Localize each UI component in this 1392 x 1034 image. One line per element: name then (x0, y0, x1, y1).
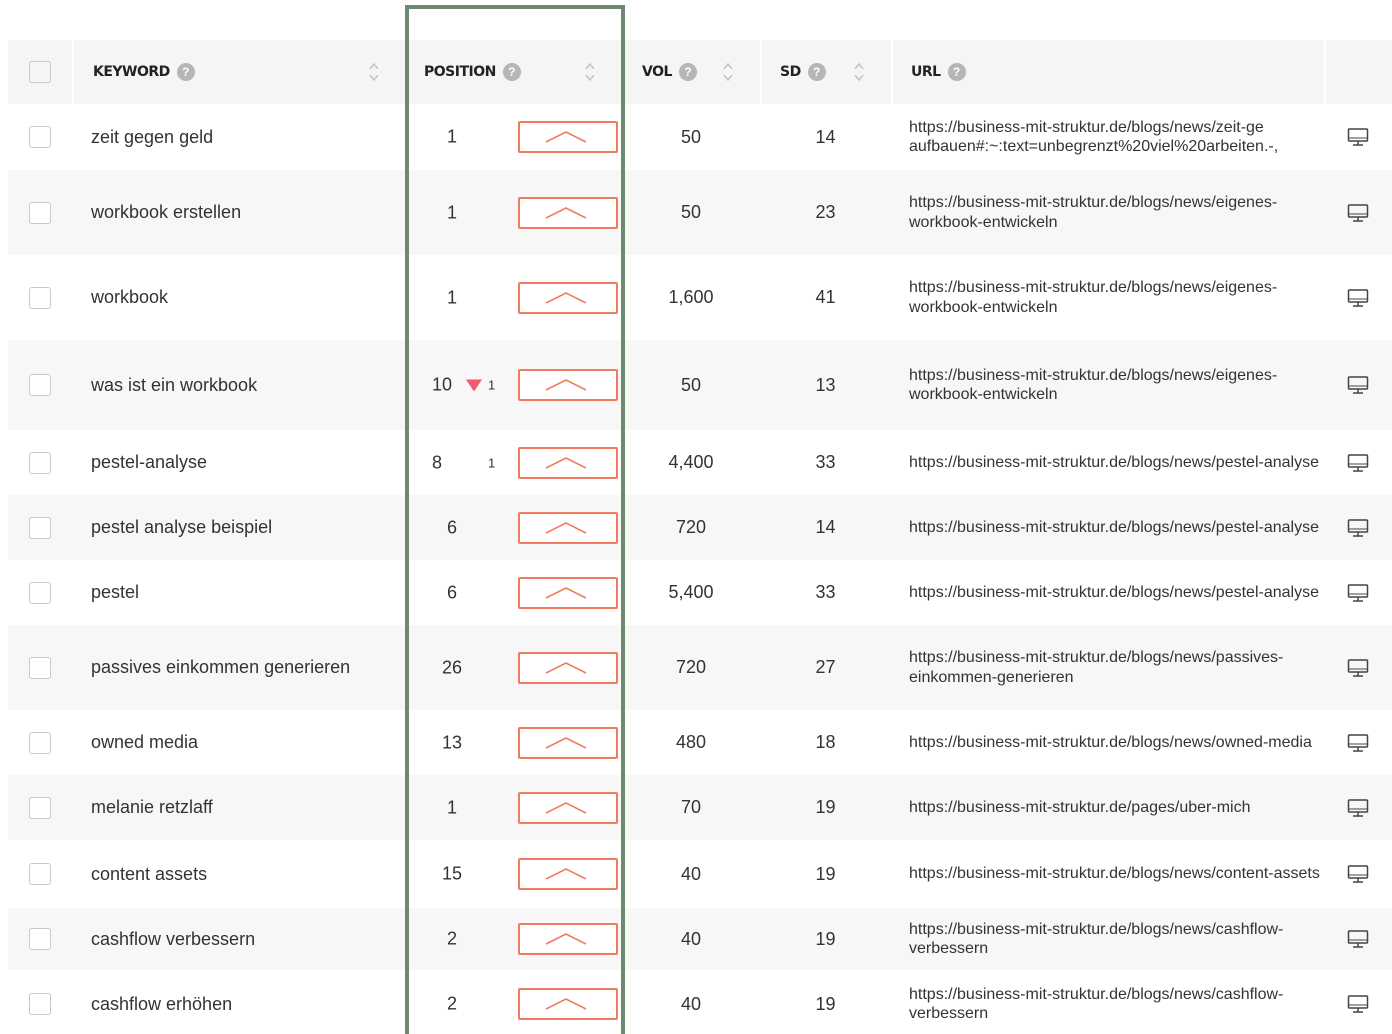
actions-cell (1324, 430, 1392, 495)
position-cell (406, 255, 622, 340)
url-link[interactable]: https://business-mit-struktur.de/blogs/news/content-assets (909, 865, 1320, 883)
help-icon[interactable]: ? (808, 63, 826, 81)
position-cell (406, 170, 622, 255)
desktop-icon[interactable] (1347, 287, 1369, 309)
row-checkbox[interactable] (29, 374, 51, 396)
vol-cell: 720 (675, 517, 707, 537)
sd-cell: 23 (815, 202, 836, 222)
url-link[interactable]: https://business-mit-struktur.de/blogs/news/eigenes-workbook-entwickeln (909, 279, 1278, 316)
row-checkbox-cell (8, 495, 72, 560)
help-icon[interactable]: ? (177, 63, 195, 81)
sd-cell: 27 (815, 657, 836, 677)
sd-cell: 33 (815, 452, 836, 472)
help-icon[interactable]: ? (948, 63, 966, 81)
row-checkbox-cell (8, 255, 72, 340)
vol-cell: 40 (680, 993, 702, 1014)
position-value: 1 (446, 202, 457, 222)
desktop-icon[interactable] (1347, 517, 1369, 539)
row-checkbox-cell (8, 340, 72, 430)
actions-cell (1324, 495, 1392, 560)
vol-cell: 40 (680, 928, 702, 949)
row-checkbox-cell (8, 430, 72, 495)
select-all-checkbox[interactable] (29, 61, 51, 83)
url-link[interactable]: https://business-mit-struktur.de/pages/uber-mich (909, 798, 1251, 816)
position-cell (406, 495, 622, 560)
sort-icon[interactable] (368, 61, 380, 83)
position-cell (406, 908, 622, 970)
position-value: 15 (441, 863, 463, 884)
url-link[interactable]: https://business-mit-struktur.de/blogs/news/pestel-analyse (909, 518, 1319, 536)
trend-sparkline-icon[interactable] (518, 727, 618, 759)
actions-cell (1324, 710, 1392, 775)
keyword-cell: pestel (91, 582, 140, 602)
row-checkbox[interactable] (29, 517, 51, 539)
url-link[interactable]: https://business-mit-struktur.de/blogs/news/eigenes-workbook-entwickeln (909, 366, 1278, 403)
sd-cell: 19 (815, 863, 836, 884)
actions-column-header (1324, 40, 1392, 104)
actions-cell (1324, 775, 1392, 840)
table-body (8, 104, 1392, 1034)
trend-sparkline-icon[interactable] (518, 282, 618, 314)
vol-cell: 4,400 (668, 452, 714, 472)
position-value: 8 (432, 452, 443, 472)
position-value: 6 (446, 517, 457, 537)
position-value: 2 (446, 928, 457, 949)
actions-cell (1324, 340, 1392, 430)
url-header-label: URL (911, 64, 941, 80)
row-checkbox[interactable] (29, 452, 51, 474)
trend-sparkline-icon[interactable] (518, 447, 618, 479)
position-value: 13 (441, 732, 463, 752)
keyword-cell: content assets (91, 863, 208, 884)
sd-cell: 41 (815, 287, 836, 307)
vol-cell: 50 (680, 126, 702, 147)
sd-cell: 14 (815, 126, 836, 147)
help-icon[interactable]: ? (679, 63, 697, 81)
trend-sparkline-icon[interactable] (518, 197, 618, 229)
desktop-icon[interactable] (1347, 928, 1369, 950)
position-value: 10 (432, 374, 453, 395)
position-cell (406, 970, 622, 1034)
vol-cell: 1,600 (668, 287, 714, 307)
url-link[interactable]: https://business-mit-struktur.de/blogs/news/pestel-analyse (909, 453, 1319, 471)
keyword-cell: zeit gegen geld (91, 126, 214, 147)
sd-cell: 19 (815, 993, 836, 1014)
vol-header-label: VOL (642, 64, 672, 80)
row-checkbox-cell (8, 908, 72, 970)
desktop-icon[interactable] (1347, 582, 1369, 604)
actions-cell (1324, 970, 1392, 1034)
position-cell (406, 710, 622, 775)
position-column-header[interactable] (406, 40, 622, 104)
table-row (8, 170, 1392, 255)
url-link[interactable]: https://business-mit-struktur.de/blogs/news/pestel-analyse (909, 583, 1319, 601)
row-checkbox[interactable] (29, 582, 51, 604)
actions-cell (1324, 255, 1392, 340)
position-change-value: 1 (488, 377, 496, 393)
row-checkbox-cell (8, 625, 72, 710)
url-link[interactable]: https://business-mit-struktur.de/blogs/news/cashflow-verbessern (909, 920, 1284, 957)
keyword-cell: was ist ein workbook (91, 374, 258, 395)
sort-icon[interactable] (584, 61, 596, 83)
desktop-icon[interactable] (1347, 732, 1369, 754)
position-cell (406, 840, 622, 908)
keyword-cell: owned media (91, 732, 199, 752)
keyword-cell: workbook erstellen (91, 202, 242, 222)
keyword-column-header[interactable] (72, 40, 406, 104)
desktop-icon[interactable] (1347, 374, 1369, 396)
desktop-icon[interactable] (1347, 993, 1369, 1015)
url-link[interactable]: https://business-mit-struktur.de/blogs/news/cashflow-verbessern (909, 985, 1284, 1022)
row-checkbox-cell (8, 170, 72, 255)
actions-cell (1324, 170, 1392, 255)
trend-sparkline-icon[interactable] (518, 652, 618, 684)
sd-column-header[interactable] (760, 40, 891, 104)
keyword-cell: cashflow verbessern (91, 928, 256, 949)
table-row (8, 970, 1392, 1034)
header-checkbox-cell (8, 40, 72, 104)
table-row (8, 340, 1392, 430)
position-cell (406, 340, 622, 430)
sd-cell: 18 (815, 732, 836, 752)
position-cell (406, 625, 622, 710)
trend-sparkline-icon[interactable] (518, 858, 618, 890)
actions-cell (1324, 104, 1392, 170)
actions-cell (1324, 560, 1392, 625)
vol-cell: 50 (680, 374, 702, 395)
desktop-icon[interactable] (1347, 202, 1369, 224)
row-checkbox-cell (8, 710, 72, 775)
row-checkbox[interactable] (29, 202, 51, 224)
trend-sparkline-icon[interactable] (518, 121, 618, 153)
position-value: 1 (446, 126, 457, 147)
keyword-cell: cashflow erhöhen (91, 993, 233, 1014)
position-change-value: 1 (488, 455, 496, 470)
url-link[interactable]: https://business-mit-struktur.de/blogs/news/eigenes-workbook-entwickeln (909, 194, 1278, 231)
actions-cell (1324, 625, 1392, 710)
table-row (8, 430, 1392, 495)
row-checkbox[interactable] (29, 657, 51, 679)
vol-column-header[interactable] (622, 40, 760, 104)
keyword-table (8, 40, 1392, 1034)
row-checkbox-cell (8, 775, 72, 840)
sort-icon[interactable] (722, 61, 734, 83)
position-header-label: POSITION (424, 64, 496, 80)
help-icon[interactable]: ? (503, 63, 521, 81)
position-cell (406, 430, 622, 495)
sd-cell: 19 (815, 797, 836, 817)
url-link[interactable]: https://business-mit-struktur.de/blogs/news/zeit-ge aufbauen#:~:text=unbegrenzt%20viel%20arbeiten.-, (909, 118, 1279, 155)
vol-cell: 480 (675, 732, 707, 752)
vol-cell: 40 (680, 863, 702, 884)
desktop-icon[interactable] (1347, 452, 1369, 474)
desktop-icon[interactable] (1347, 657, 1369, 679)
row-checkbox[interactable] (29, 797, 51, 819)
desktop-icon[interactable] (1347, 863, 1369, 885)
row-checkbox-cell (8, 104, 72, 170)
vol-cell: 5,400 (668, 582, 714, 602)
sd-cell: 19 (815, 928, 836, 949)
table-row (8, 710, 1392, 775)
trend-sparkline-icon[interactable] (518, 923, 618, 955)
sort-icon[interactable] (853, 61, 865, 83)
sd-cell: 14 (815, 517, 836, 537)
position-value: 6 (446, 582, 457, 602)
sd-cell: 13 (815, 374, 836, 395)
position-value: 1 (446, 797, 457, 817)
desktop-icon[interactable] (1347, 797, 1369, 819)
keyword-cell: passives einkommen generieren (91, 657, 351, 677)
vol-cell: 70 (680, 797, 702, 817)
row-checkbox[interactable] (29, 993, 51, 1015)
keyword-cell: workbook (91, 287, 169, 307)
table-row (8, 495, 1392, 560)
table-row (8, 625, 1392, 710)
actions-cell (1324, 840, 1392, 908)
position-value: 2 (446, 993, 457, 1014)
actions-cell (1324, 908, 1392, 970)
trend-sparkline-icon[interactable] (518, 369, 618, 401)
row-checkbox[interactable] (29, 287, 51, 309)
url-link[interactable]: https://business-mit-struktur.de/blogs/news/passives-einkommen-generieren (909, 649, 1284, 686)
position-change (466, 455, 495, 470)
table-row (8, 104, 1392, 170)
row-checkbox[interactable] (29, 863, 51, 885)
desktop-icon[interactable] (1347, 126, 1369, 148)
table-row (8, 560, 1392, 625)
vol-cell: 50 (680, 202, 702, 222)
table-row (8, 908, 1392, 970)
sd-header-label: SD (780, 64, 801, 80)
trend-sparkline-icon[interactable] (518, 792, 618, 824)
trend-sparkline-icon[interactable] (518, 988, 618, 1020)
row-checkbox-cell (8, 970, 72, 1034)
position-cell (406, 775, 622, 840)
table-row (8, 840, 1392, 908)
table-header (8, 40, 1392, 104)
position-change (466, 378, 495, 393)
table-row (8, 255, 1392, 340)
keyword-header-label: KEYWORD (93, 64, 170, 80)
arrow-down-icon (466, 379, 482, 391)
vol-cell: 720 (675, 657, 707, 677)
trend-sparkline-icon[interactable] (518, 512, 618, 544)
row-checkbox-cell (8, 560, 72, 625)
url-column-header[interactable] (891, 40, 1324, 104)
row-checkbox[interactable] (29, 732, 51, 754)
row-checkbox[interactable] (29, 928, 51, 950)
position-value: 1 (446, 287, 457, 307)
row-checkbox-cell (8, 840, 72, 908)
table-row (8, 775, 1392, 840)
sd-cell: 33 (815, 582, 836, 602)
position-cell (406, 560, 622, 625)
keyword-cell: pestel-analyse (91, 452, 208, 472)
keyword-cell: melanie retzlaff (91, 797, 213, 817)
trend-sparkline-icon[interactable] (518, 577, 618, 609)
keyword-cell: pestel analyse beispiel (91, 517, 273, 537)
row-checkbox[interactable] (29, 126, 51, 148)
url-link[interactable]: https://business-mit-struktur.de/blogs/news/owned-media (909, 733, 1312, 751)
position-value: 26 (441, 657, 463, 677)
position-cell (406, 104, 622, 170)
